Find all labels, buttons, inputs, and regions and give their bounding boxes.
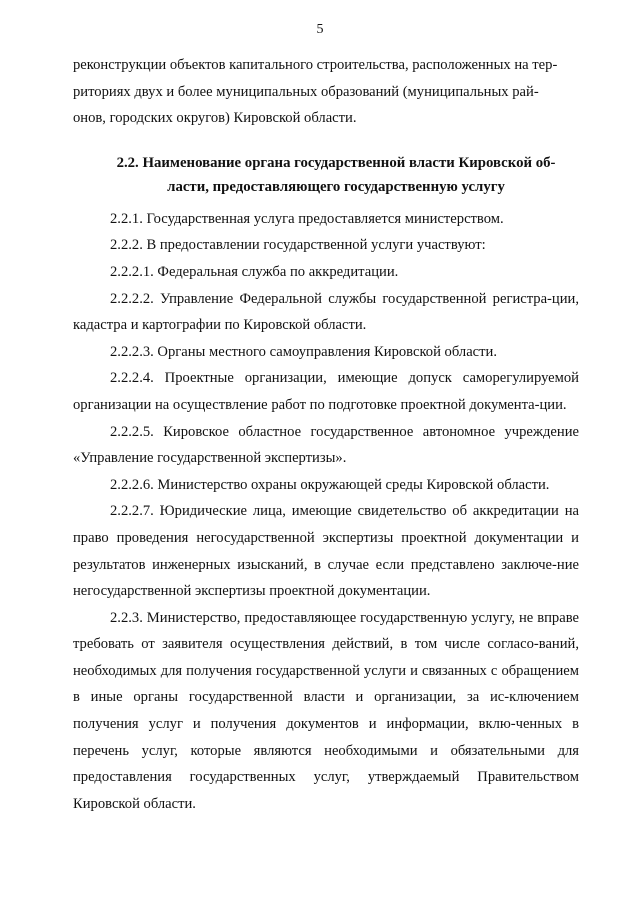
paragraph-2-2-2: 2.2.2. В предоставлении государственной услуги участвуют: <box>110 237 486 254</box>
paragraph-2-2-2-4: 2.2.2.4. Проектные организации, имеющие допуск саморегулируемой организации на осуществление работ по подготовке проектной документа-ции. <box>73 370 579 413</box>
section-heading <box>73 151 579 199</box>
intro-line-2: риториях двух и более муниципальных образований (муниципальных рай- <box>73 83 539 100</box>
section-heading-line-2: ласти, предоставляющего государственную услугу <box>167 178 505 195</box>
section-heading-line-1: 2.2. Наименование органа государственной власти Кировской об- <box>116 154 556 171</box>
intro-line-3: онов, городских округов) Кировской области. <box>73 110 357 127</box>
paragraph-2-2-2-1: 2.2.2.1. Федеральная служба по аккредитации. <box>110 263 399 280</box>
page-number: 5 <box>316 22 324 37</box>
paragraph-2-2-2-3: 2.2.2.3. Органы местного самоуправления Кировской области. <box>110 343 497 360</box>
paragraph-2-2-2-2: 2.2.2.2. Управление Федеральной службы государственной регистра-ции, кадастра и картографии по Кировской области. <box>73 290 579 334</box>
paragraph-2-2-3: 2.2.3. Министерство, предоставляющее государственную услугу, не вправе требовать от заявителя осуществления действий, в том числе согласо-ваний, необходимых для получения государственной услуги и связанных с обращением в иные органы государственной власти и организации, за ис-ключением получения услуг и получения документов и информации, вклю-ченных в перечень услуг, которые являются необходимыми и обязательными для предоставления государственных услуг, утверждаемый Правительством Кировской области. <box>73 609 579 812</box>
document-body <box>73 52 579 817</box>
paragraph-2-2-2-5: 2.2.2.5. Кировское областное государственное автономное учреждение «Управление государственной экспертизы». <box>73 423 579 467</box>
intro-line-1: реконструкции объектов капитального строительства, расположенных на тер- <box>73 57 558 73</box>
paragraph-2-2-2-6: 2.2.2.6. Министерство охраны окружающей среды Кировской области. <box>110 476 550 493</box>
paragraph-2-2-2-7: 2.2.2.7. Юридические лица, имеющие свидетельство об аккредитации на право проведения негосударственной экспертизы проектной документации и результатов инженерных изысканий, в случае если представлено заключе-ние негосударственной экспертизы проектной документации. <box>73 503 579 600</box>
paragraph-2-2-1: 2.2.1. Государственная услуга предоставляется министерством. <box>110 210 504 227</box>
